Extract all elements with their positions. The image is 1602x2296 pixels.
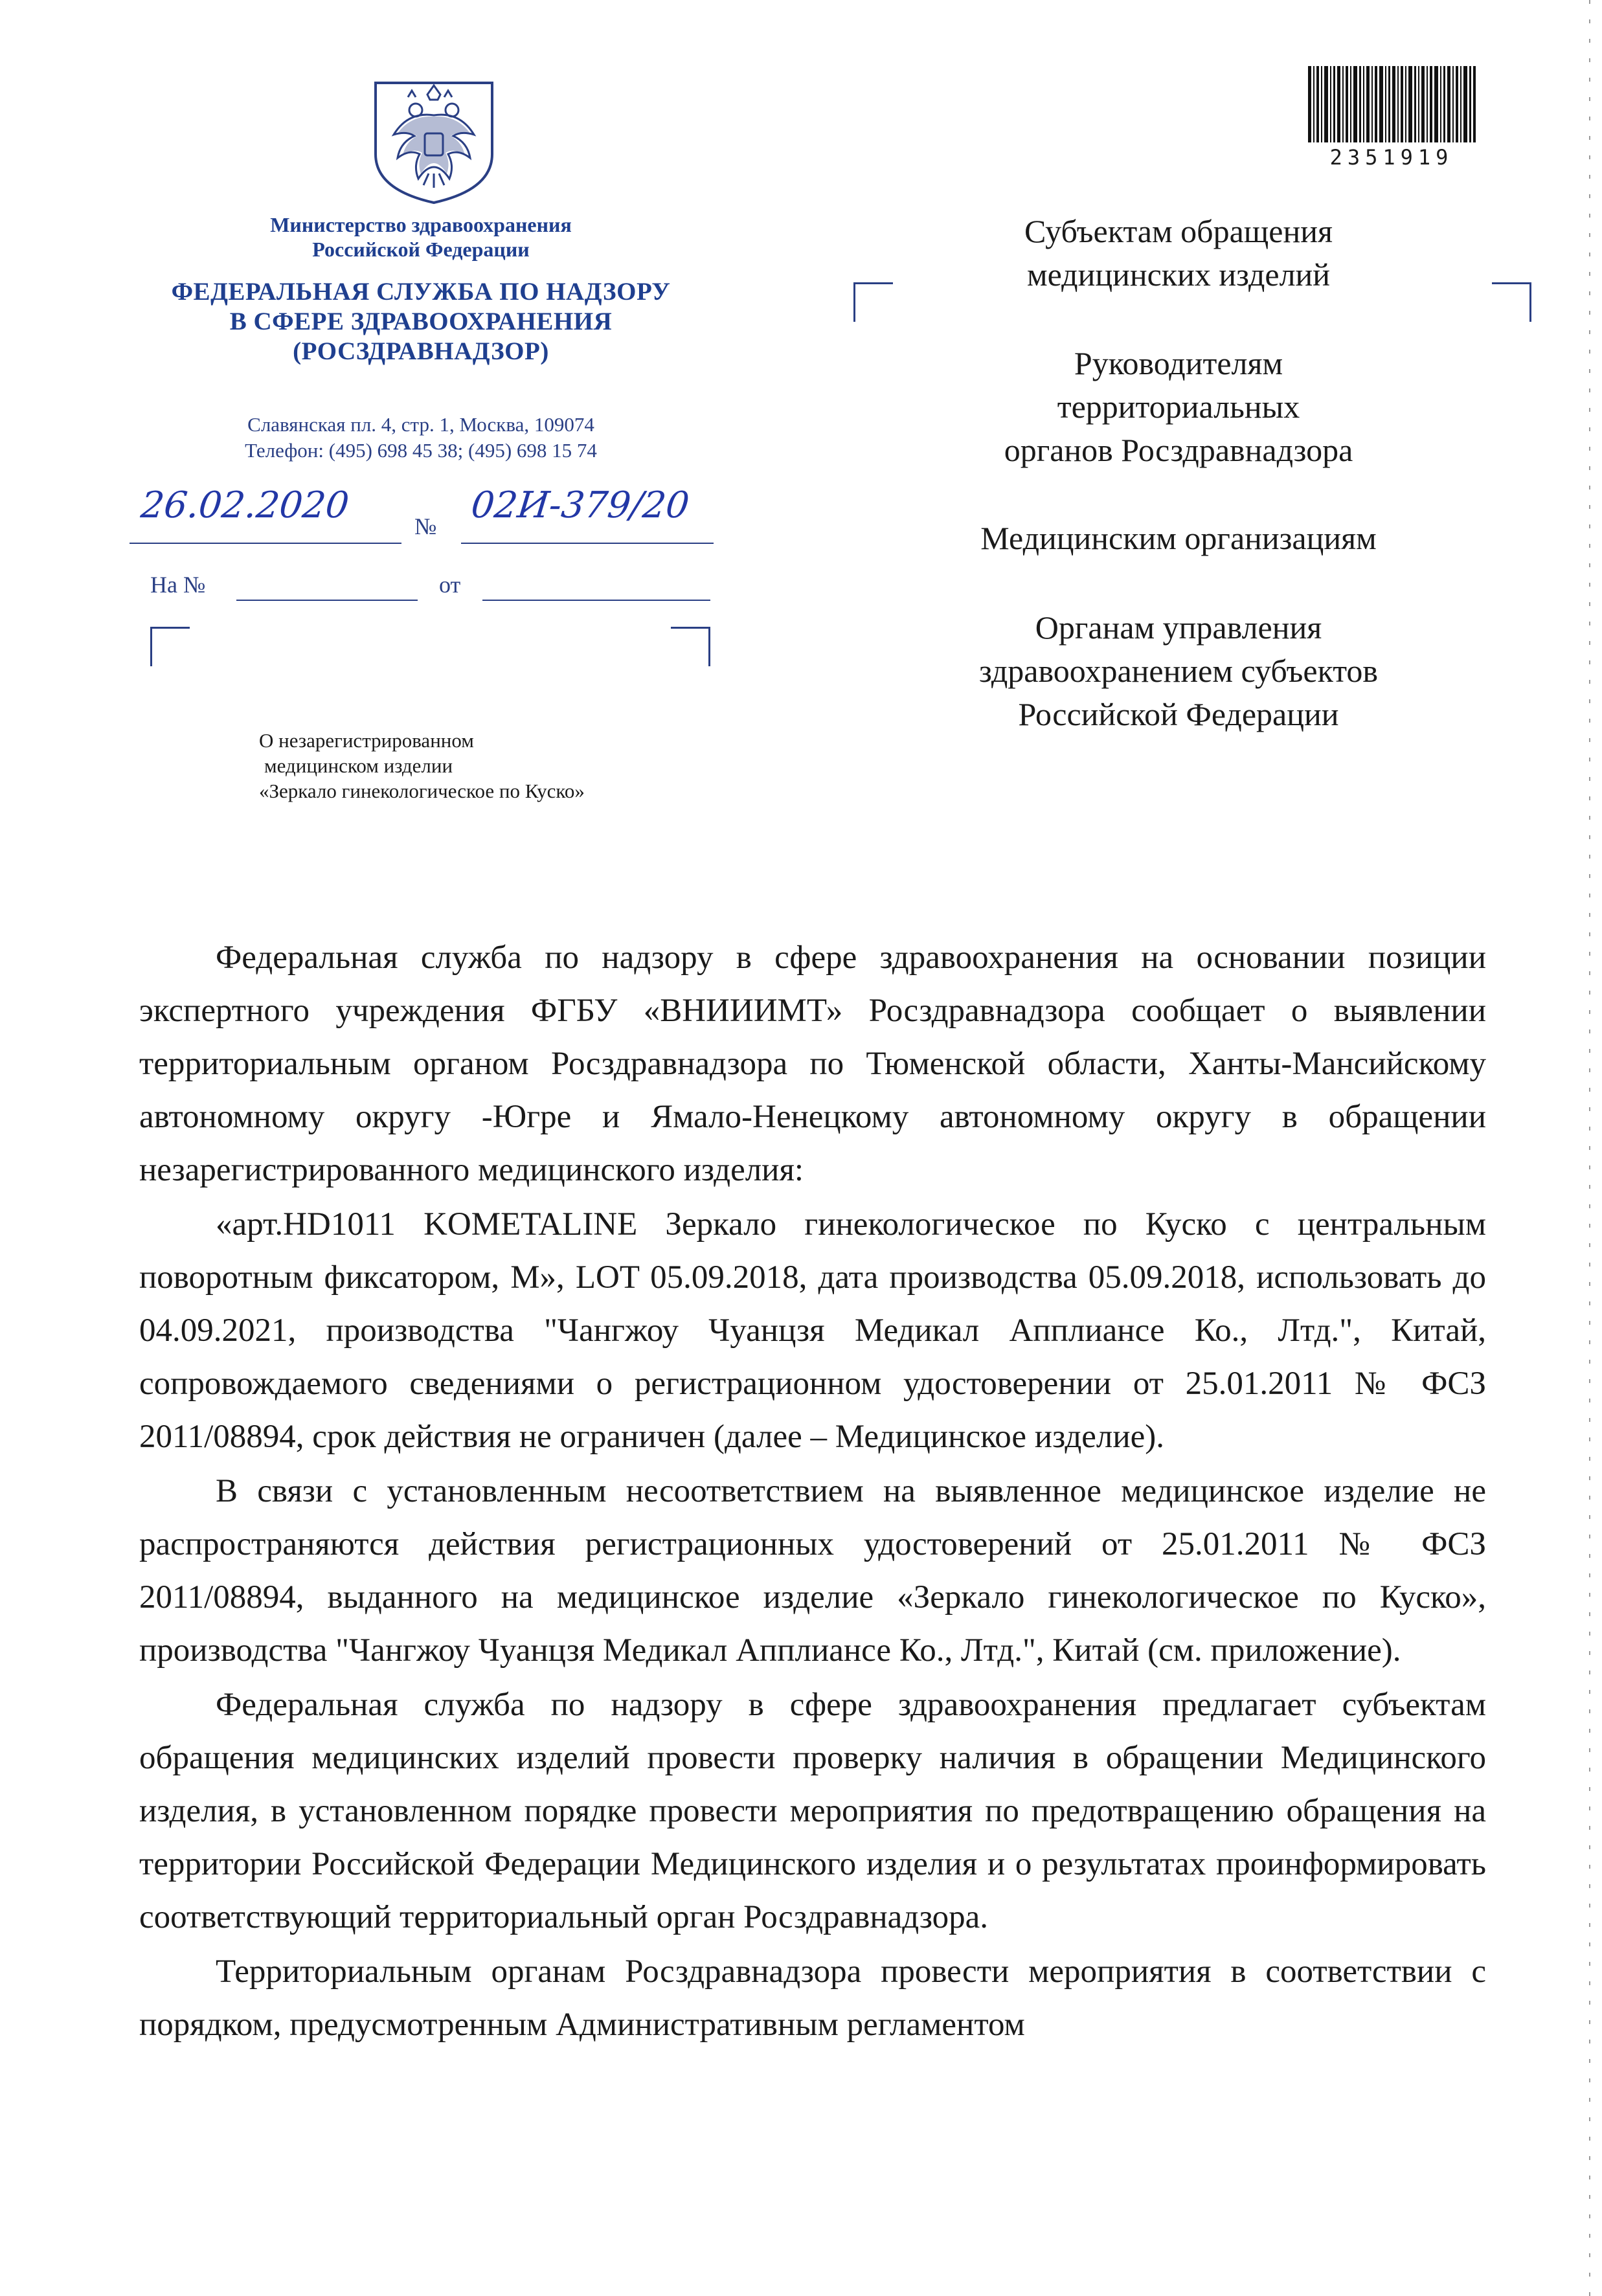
- service-line3: (РОСЗДРАВНАДЗОР): [293, 337, 549, 365]
- address: Славянская пл. 4, стр. 1, Москва, 109074: [247, 413, 594, 436]
- recipient-block-1: [894, 210, 1463, 297]
- phone: Телефон: (495) 698 45 38; (495) 698 15 74: [245, 439, 597, 462]
- recipient-line: Органам управления: [1035, 609, 1322, 646]
- ministry-line2: Российской Федерации: [312, 238, 530, 261]
- recipient-block-4: [894, 606, 1463, 736]
- recipient-block-2: [894, 342, 1463, 472]
- letter-subject: [259, 728, 777, 804]
- recipient-block-3: [894, 517, 1463, 560]
- recipient-line: территориальных: [1057, 388, 1300, 425]
- ministry-line1: Министерство здравоохранения: [270, 213, 572, 236]
- ref-underline: [236, 600, 418, 601]
- recipient-line: здравоохранением субъектов: [978, 653, 1379, 689]
- barcode: [1307, 66, 1476, 142]
- ref-from-label: от: [439, 572, 461, 598]
- handwritten-number: 02И-379/20: [469, 484, 692, 526]
- ref-from-underline: [482, 600, 710, 601]
- letter-body: [139, 931, 1486, 2053]
- body-paragraph: Территориальным органам Росздравнадзора провести мероприятия в соответствии с порядком, предусмотренным Административным регламентом: [139, 1953, 1486, 2043]
- date-underline: [130, 543, 401, 544]
- ref-label: На №: [150, 572, 206, 598]
- bracket-top-right: [671, 627, 710, 666]
- service-line2: В СФЕРЕ ЗДРАВООХРАНЕНИЯ: [229, 308, 613, 335]
- number-sign: №: [414, 513, 437, 539]
- coat-of-arms-icon: [369, 76, 499, 206]
- service-name: [130, 277, 712, 366]
- handwritten-date: 26.02.2020: [139, 484, 352, 526]
- subject-line2: медицинском изделии: [264, 754, 453, 777]
- bracket-top-left: [150, 627, 190, 666]
- recipient-line: Российской Федерации: [1018, 696, 1339, 732]
- scan-edge-artifact: [1589, 0, 1590, 2296]
- body-paragraph: «арт.HD1011 KOMETALINE Зеркало гинекологическое по Куско с центральным поворотным фиксатором, М», LOT 05.09.2018, дата производства 05.09.2018, использовать до 04.09.2021, производства "Чангжоу Чуанцзя Медикал Апплиансе Ко., Лтд.", Китай, сопровождаемого сведениями о регистрационном удостоверении от 25.01.2011 № ФСЗ 2011/08894, срок действия не ограничен (далее – Медицинское изделие).: [139, 1206, 1486, 1455]
- recipient-bracket-left: [853, 282, 893, 322]
- recipient-line: Медицинским организациям: [980, 520, 1377, 556]
- subject-line3: «Зеркало гинекологическое по Куско»: [259, 780, 585, 802]
- barcode-number: 2351919: [1329, 145, 1454, 170]
- subject-line1: О незарегистрированном: [259, 729, 474, 752]
- recipient-line: Руководителям: [1074, 345, 1283, 381]
- recipient-line: органов Росздравнадзора: [1004, 432, 1353, 468]
- body-paragraph: Федеральная служба по надзору в сфере здравоохранения на основании позиции экспертного учреждения ФГБУ «ВНИИИМТ» Росздравнадзора сообщает о выявлении территориальным органом Росздравнадзора по Тюменской области, Ханты-Мансийскому автономному округу -Югре и Ямало-Ненецкому автономному округу в обращении незарегистрированного медицинского изделия:: [139, 940, 1486, 1188]
- ministry-name: [130, 212, 712, 262]
- number-underline: [461, 543, 714, 544]
- body-paragraph: Федеральная служба по надзору в сфере здравоохранения предлагает субъектам обращения медицинских изделий провести проверку наличия в обращении Медицинского изделия, в установленном порядке провести мероприятия по предотвращению обращения на территории Российской Федерации Медицинского изделия и о результатах проинформировать соответствующий территориальный орган Росздравнадзора.: [139, 1687, 1486, 1935]
- recipient-bracket-right: [1492, 282, 1531, 322]
- recipient-line: Субъектам обращения: [1024, 213, 1333, 249]
- body-paragraph: В связи с установленным несоответствием на выявленное медицинское изделие не распространяются действия регистрационных удостоверений от 25.01.2011 № ФСЗ 2011/08894, выданного на медицинское изделие «Зеркало гинекологическое по Куско», производства "Чангжоу Чуанцзя Медикал Апплиансе Ко., Лтд.", Китай (см. приложение).: [139, 1473, 1486, 1669]
- service-line1: ФЕДЕРАЛЬНАЯ СЛУЖБА ПО НАДЗОРУ: [171, 278, 671, 306]
- recipient-line: медицинских изделий: [1026, 256, 1331, 293]
